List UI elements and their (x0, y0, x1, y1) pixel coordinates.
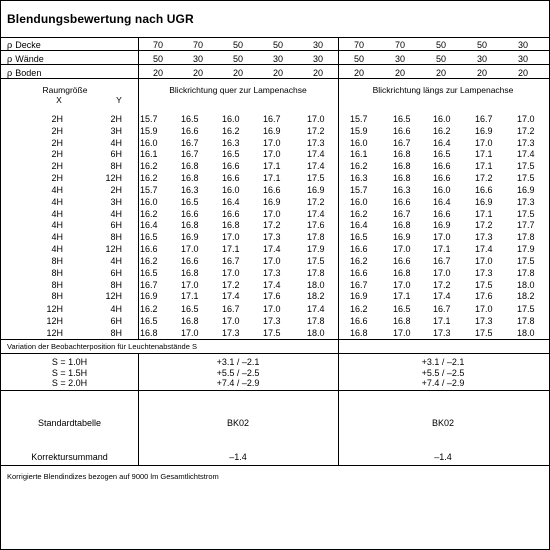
ugr-value-quer: 16.0 (222, 114, 240, 124)
ugr-value-quer: 16.5 (181, 304, 199, 314)
ugr-value-laengs: 16.8 (393, 267, 411, 278)
row-y: 8H (110, 232, 122, 243)
ugr-value-laengs: 17.2 (433, 279, 451, 290)
row-x: 2H (51, 114, 63, 124)
ugr-value-quer: 16.9 (263, 125, 281, 136)
ugr-value-quer: 16.0 (140, 196, 158, 207)
ugr-value-quer: 17.1 (263, 173, 281, 183)
ugr-value-quer: 16.1 (140, 149, 158, 160)
ugr-value-quer: 16.0 (140, 137, 158, 148)
ugr-value-quer: 15.7 (140, 185, 158, 195)
ugr-value-laengs: 15.9 (350, 125, 368, 136)
ugr-value-laengs: 17.5 (475, 279, 493, 290)
ugr-value-quer: 16.4 (140, 220, 158, 231)
param-label-0 (7, 40, 41, 51)
row-x: 2H (51, 161, 63, 172)
ugr-value-quer: 16.5 (140, 232, 158, 243)
variation-laengs: +5.5 / –2.5 (421, 367, 465, 378)
row-x: 2H (51, 173, 63, 183)
ugr-value-laengs: 16.6 (433, 208, 451, 219)
ugr-value-laengs: 16.0 (350, 196, 368, 207)
ugr-value-quer: 16.9 (181, 232, 199, 243)
grid-hline (1, 339, 549, 340)
variation-quer: +7.4 / –2.9 (216, 378, 260, 388)
rho-symbol: ρ (7, 41, 13, 51)
ugr-value-laengs: 16.0 (433, 185, 451, 195)
param-value: 20 (192, 68, 203, 78)
ugr-value-laengs: 17.0 (433, 232, 451, 243)
ugr-value-laengs: 17.0 (517, 114, 535, 124)
param-value: 30 (192, 54, 203, 64)
ugr-value-quer: 17.4 (307, 149, 325, 160)
ugr-value-laengs: 17.0 (433, 267, 451, 278)
param-name: Boden (15, 68, 42, 78)
ugr-value-quer: 16.5 (181, 196, 199, 207)
ugr-value-laengs: 16.7 (475, 114, 493, 124)
rho-symbol: ρ (7, 55, 13, 65)
ugr-value-laengs: 16.2 (433, 125, 451, 136)
ugr-value-quer: 16.7 (140, 279, 158, 290)
ugr-value-laengs: 17.0 (393, 327, 411, 338)
ugr-value-quer: 16.6 (222, 208, 240, 219)
ugr-value-laengs: 16.7 (393, 137, 411, 148)
ugr-value-laengs: 17.5 (517, 208, 535, 219)
row-y: 6H (110, 315, 122, 326)
ugr-value-quer: 16.7 (263, 114, 281, 124)
param-value: 30 (394, 54, 405, 64)
ugr-value-quer: 16.6 (181, 208, 199, 219)
param-value: 50 (232, 54, 243, 64)
row-x: 4H (51, 196, 63, 207)
ugr-value-quer: 18.0 (307, 327, 325, 338)
row-y: 12H (105, 244, 122, 254)
param-value: 30 (517, 54, 528, 64)
ugr-value-quer: 17.2 (263, 220, 281, 231)
row-x: 8H (51, 256, 63, 266)
variation-laengs: +3.1 / –2.1 (421, 357, 465, 367)
footnote: Korrigierte Blendindizes bezogen auf 9000 lm Gesamtlichtstrom (7, 472, 219, 481)
ugr-value-laengs: 16.9 (433, 220, 451, 231)
ugr-value-quer: 17.0 (263, 149, 281, 160)
standard-quer: BK02 (226, 418, 250, 428)
ugr-value-laengs: 17.6 (475, 291, 493, 302)
param-value: 70 (152, 40, 163, 50)
ugr-value-laengs: 17.5 (517, 256, 535, 266)
grid-hline (1, 353, 549, 354)
param-value: 50 (435, 54, 446, 64)
param-value: 20 (394, 68, 405, 78)
row-x: 2H (51, 137, 63, 148)
row-y: 12H (105, 173, 122, 183)
ugr-value-laengs: 17.3 (475, 315, 493, 326)
param-value: 50 (476, 40, 487, 50)
page-title: Blendungsbewertung nach UGR (7, 12, 194, 26)
row-y: 4H (110, 137, 122, 148)
ugr-value-laengs: 18.0 (517, 279, 535, 290)
ugr-value-laengs: 17.1 (475, 208, 493, 219)
ugr-value-quer: 16.8 (181, 267, 199, 278)
ugr-value-quer: 17.0 (263, 256, 281, 266)
ugr-value-laengs: 16.6 (475, 185, 493, 195)
param-name: Decke (15, 40, 41, 50)
ugr-value-quer: 17.4 (222, 291, 240, 302)
ugr-value-laengs: 17.1 (475, 149, 493, 160)
ugr-value-quer: 17.0 (263, 208, 281, 219)
ugr-value-laengs: 16.8 (350, 327, 368, 338)
ugr-value-laengs: 16.8 (393, 149, 411, 160)
ugr-value-quer: 18.0 (307, 279, 325, 290)
ugr-value-quer: 16.2 (140, 256, 158, 266)
ugr-value-quer: 17.2 (222, 279, 240, 290)
ugr-value-quer: 17.4 (307, 304, 325, 314)
ugr-value-quer: 16.2 (140, 173, 158, 183)
row-x: 2H (51, 149, 63, 160)
param-value: 20 (435, 68, 446, 78)
variation-quer: +3.1 / –2.1 (216, 357, 260, 367)
ugr-value-laengs: 16.2 (350, 161, 368, 172)
row-y: 8H (110, 279, 122, 290)
ugr-value-quer: 17.3 (263, 315, 281, 326)
ugr-value-laengs: 16.9 (475, 196, 493, 207)
variation-quer: +5.5 / –2.5 (216, 367, 260, 378)
ugr-value-quer: 17.5 (307, 256, 325, 266)
ugr-value-laengs: 17.1 (433, 315, 451, 326)
ugr-value-laengs: 17.1 (393, 291, 411, 302)
ugr-value-laengs: 16.0 (350, 137, 368, 148)
ugr-value-quer: 16.8 (181, 161, 199, 172)
ugr-value-laengs: 16.8 (393, 161, 411, 172)
ugr-value-laengs: 16.9 (350, 291, 368, 302)
row-y: 8H (110, 327, 122, 338)
x-label: X (56, 95, 62, 105)
ugr-value-laengs: 17.0 (393, 279, 411, 290)
ugr-value-laengs: 17.1 (475, 161, 493, 172)
row-y: 4H (110, 256, 122, 266)
grid-hline (1, 465, 549, 466)
param-value: 30 (312, 54, 323, 64)
ugr-value-quer: 17.4 (263, 279, 281, 290)
ugr-value-quer: 17.0 (263, 304, 281, 314)
ugr-value-laengs: 16.6 (393, 196, 411, 207)
ugr-value-quer: 17.8 (307, 315, 325, 326)
ugr-value-quer: 17.0 (181, 244, 199, 254)
ugr-value-laengs: 16.5 (393, 304, 411, 314)
ugr-value-quer: 17.9 (307, 244, 325, 254)
param-value: 20 (517, 68, 528, 78)
ugr-value-quer: 17.8 (307, 267, 325, 278)
grid-hline (1, 37, 549, 38)
ugr-value-laengs: 16.2 (350, 208, 368, 219)
ugr-value-laengs: 16.4 (433, 196, 451, 207)
ugr-value-laengs: 16.7 (433, 304, 451, 314)
ugr-value-quer: 16.0 (222, 185, 240, 195)
ugr-value-laengs: 16.8 (393, 220, 411, 231)
ugr-value-quer: 16.2 (140, 208, 158, 219)
ugr-value-laengs: 16.5 (433, 149, 451, 160)
ugr-value-quer: 17.0 (222, 315, 240, 326)
ugr-value-laengs: 17.1 (433, 244, 451, 254)
param-value: 70 (192, 40, 203, 50)
ugr-value-laengs: 16.7 (433, 256, 451, 266)
row-y: 2H (110, 185, 122, 195)
ugr-value-quer: 16.7 (181, 149, 199, 160)
ugr-value-laengs: 16.2 (350, 304, 368, 314)
ugr-value-laengs: 17.2 (517, 125, 535, 136)
row-y: 3H (110, 125, 122, 136)
row-y: 3H (110, 196, 122, 207)
param-value: 20 (353, 68, 364, 78)
ugr-value-quer: 16.7 (222, 256, 240, 266)
param-value: 30 (272, 54, 283, 64)
grid-hline (1, 390, 549, 391)
ugr-value-quer: 16.7 (222, 304, 240, 314)
ugr-value-quer: 17.0 (222, 267, 240, 278)
ugr-value-laengs: 17.8 (517, 232, 535, 243)
ugr-value-quer: 16.2 (140, 304, 158, 314)
ugr-value-quer: 17.4 (307, 208, 325, 219)
ugr-value-quer: 17.0 (307, 114, 325, 124)
ugr-value-laengs: 16.9 (517, 185, 535, 195)
row-x: 8H (51, 267, 63, 278)
param-value: 20 (152, 68, 163, 78)
param-value: 20 (272, 68, 283, 78)
ugr-value-laengs: 17.4 (517, 149, 535, 160)
variation-label: S = 1.0H (51, 357, 88, 367)
ugr-value-quer: 17.3 (222, 327, 240, 338)
param-value: 50 (353, 54, 364, 64)
ugr-value-laengs: 16.7 (350, 279, 368, 290)
ugr-value-quer: 16.6 (181, 256, 199, 266)
ugr-value-quer: 17.1 (263, 161, 281, 172)
ugr-value-quer: 16.8 (140, 327, 158, 338)
ugr-value-laengs: 16.2 (350, 256, 368, 266)
grid-vline (138, 37, 139, 339)
ugr-value-laengs: 17.0 (475, 304, 493, 314)
ugr-value-laengs: 16.6 (350, 267, 368, 278)
ugr-value-laengs: 17.3 (433, 327, 451, 338)
param-value: 70 (394, 40, 405, 50)
ugr-value-quer: 17.5 (307, 173, 325, 183)
ugr-value-laengs: 17.5 (517, 161, 535, 172)
ugr-value-quer: 16.2 (222, 125, 240, 136)
param-value: 50 (272, 40, 283, 50)
variation-label: S = 2.0H (51, 378, 88, 388)
ugr-value-quer: 16.3 (222, 137, 240, 148)
ugr-value-quer: 16.6 (140, 244, 158, 254)
row-x: 4H (51, 185, 63, 195)
ugr-value-laengs: 16.5 (393, 114, 411, 124)
ugr-value-laengs: 17.9 (517, 244, 535, 254)
ugr-value-quer: 16.9 (263, 196, 281, 207)
param-value: 50 (232, 40, 243, 50)
ugr-value-quer: 16.8 (222, 220, 240, 231)
ugr-value-laengs: 16.6 (433, 161, 451, 172)
param-label-1 (7, 54, 44, 65)
ugr-value-laengs: 17.3 (517, 137, 535, 148)
ugr-value-laengs: 17.3 (475, 232, 493, 243)
rho-symbol: ρ (7, 69, 13, 79)
ugr-value-quer: 16.6 (181, 125, 199, 136)
y-label: Y (116, 95, 122, 105)
ugr-value-laengs: 17.3 (475, 267, 493, 278)
ugr-value-laengs: 16.8 (393, 315, 411, 326)
row-x: 4H (51, 220, 63, 231)
ugr-value-quer: 17.5 (263, 327, 281, 338)
ugr-value-quer: 16.8 (181, 173, 199, 183)
correction-quer: –1.4 (229, 452, 247, 462)
ugr-value-quer: 17.0 (222, 232, 240, 243)
ugr-value-laengs: 16.7 (393, 208, 411, 219)
ugr-value-laengs: 17.4 (433, 291, 451, 302)
ugr-value-quer: 16.5 (181, 114, 199, 124)
ugr-value-laengs: 17.2 (475, 173, 493, 183)
ugr-value-quer: 16.5 (222, 149, 240, 160)
ugr-value-quer: 16.9 (307, 185, 325, 195)
param-value: 30 (517, 40, 528, 50)
view-cross-label: Blickrichtung quer zur Lampenachse (169, 85, 307, 95)
room-size-label: Raumgröße (42, 85, 88, 95)
view-along-label: Blickrichtung längs zur Lampenachse (372, 85, 514, 95)
ugr-value-laengs: 18.2 (517, 291, 535, 302)
ugr-value-laengs: 16.9 (475, 125, 493, 136)
ugr-value-quer: 17.2 (307, 196, 325, 207)
row-y: 8H (110, 161, 122, 172)
ugr-value-quer: 17.4 (263, 244, 281, 254)
ugr-value-laengs: 16.3 (393, 185, 411, 195)
ugr-value-laengs: 16.0 (433, 114, 451, 124)
row-y: 4H (110, 304, 122, 314)
row-x: 12H (46, 327, 63, 338)
ugr-value-laengs: 16.4 (350, 220, 368, 231)
ugr-value-laengs: 17.8 (517, 315, 535, 326)
variation-label: S = 1.5H (51, 367, 88, 378)
row-x: 4H (51, 208, 63, 219)
variation-caption: Variation der Beobachterposition für Leuchtenabstände S (7, 342, 197, 351)
row-x: 2H (51, 125, 63, 136)
ugr-value-laengs: 16.5 (350, 232, 368, 243)
grid-hline (1, 50, 549, 51)
row-x: 4H (51, 232, 63, 243)
ugr-value-laengs: 16.6 (393, 125, 411, 136)
ugr-value-quer: 16.6 (222, 173, 240, 183)
param-label-2 (7, 68, 41, 79)
ugr-value-laengs: 17.7 (517, 220, 535, 231)
row-x: 8H (51, 291, 63, 302)
row-x: 12H (46, 304, 63, 314)
ugr-value-laengs: 17.4 (475, 244, 493, 254)
ugr-value-quer: 17.0 (263, 137, 281, 148)
param-name: Wände (15, 54, 44, 64)
ugr-value-laengs: 17.0 (393, 244, 411, 254)
ugr-value-quer: 17.3 (307, 137, 325, 148)
row-y: 2H (110, 114, 122, 124)
ugr-value-quer: 17.6 (307, 220, 325, 231)
param-value: 30 (476, 54, 487, 64)
ugr-value-quer: 17.0 (181, 327, 199, 338)
row-y: 12H (105, 291, 122, 302)
param-value: 70 (353, 40, 364, 50)
ugr-value-quer: 16.5 (140, 267, 158, 278)
param-value: 20 (476, 68, 487, 78)
ugr-value-quer: 16.4 (222, 196, 240, 207)
grid-hline (1, 78, 549, 79)
standard-laengs: BK02 (431, 418, 455, 428)
correction-label: Korrektursummand (31, 452, 108, 462)
row-y: 6H (110, 220, 122, 231)
param-value: 50 (435, 40, 446, 50)
ugr-value-laengs: 17.5 (517, 304, 535, 314)
correction-laengs: –1.4 (434, 452, 452, 462)
ugr-value-quer: 16.9 (140, 291, 158, 302)
row-y: 4H (110, 208, 122, 219)
row-y: 6H (110, 267, 122, 278)
variation-laengs: +7.4 / –2.9 (421, 378, 465, 388)
ugr-value-quer: 16.5 (140, 315, 158, 326)
param-value: 30 (312, 40, 323, 50)
ugr-value-laengs: 16.9 (393, 232, 411, 243)
ugr-value-quer: 17.0 (181, 279, 199, 290)
ugr-value-laengs: 17.5 (517, 173, 535, 183)
param-value: 20 (312, 68, 323, 78)
ugr-value-quer: 16.2 (140, 161, 158, 172)
ugr-value-laengs: 17.0 (475, 256, 493, 266)
ugr-value-laengs: 15.7 (350, 185, 368, 195)
ugr-value-quer: 17.3 (263, 267, 281, 278)
ugr-value-quer: 16.8 (181, 315, 199, 326)
param-value: 20 (232, 68, 243, 78)
standard-label: Standardtabelle (37, 418, 102, 428)
ugr-value-quer: 16.6 (222, 161, 240, 172)
ugr-value-laengs: 16.4 (433, 137, 451, 148)
ugr-value-quer: 16.8 (181, 220, 199, 231)
ugr-value-quer: 18.2 (307, 291, 325, 302)
ugr-value-laengs: 17.2 (475, 220, 493, 231)
ugr-value-quer: 15.7 (140, 114, 158, 124)
ugr-value-quer: 17.1 (222, 244, 240, 254)
ugr-value-quer: 16.6 (263, 185, 281, 195)
ugr-value-quer: 17.8 (307, 232, 325, 243)
ugr-value-quer: 17.1 (181, 291, 199, 302)
ugr-value-laengs: 16.6 (350, 315, 368, 326)
ugr-value-laengs: 18.0 (517, 327, 535, 338)
ugr-value-laengs: 16.1 (350, 149, 368, 160)
row-x: 8H (51, 279, 63, 290)
ugr-value-laengs: 16.3 (350, 173, 368, 183)
param-value: 50 (152, 54, 163, 64)
ugr-value-quer: 16.3 (181, 185, 199, 195)
ugr-value-laengs: 16.6 (393, 256, 411, 266)
ugr-value-laengs: 17.8 (517, 267, 535, 278)
row-x: 4H (51, 244, 63, 254)
ugr-value-quer: 16.7 (181, 137, 199, 148)
ugr-value-quer: 17.3 (263, 232, 281, 243)
ugr-value-laengs: 16.6 (350, 244, 368, 254)
ugr-value-quer: 17.6 (263, 291, 281, 302)
grid-hline (1, 64, 549, 65)
ugr-value-laengs: 17.0 (475, 137, 493, 148)
ugr-value-laengs: 17.3 (517, 196, 535, 207)
ugr-value-laengs: 15.7 (350, 114, 368, 124)
row-y: 6H (110, 149, 122, 160)
ugr-value-quer: 15.9 (140, 125, 158, 136)
ugr-value-quer: 17.2 (307, 125, 325, 136)
ugr-value-laengs: 16.6 (433, 173, 451, 183)
row-x: 12H (46, 315, 63, 326)
ugr-value-laengs: 17.5 (475, 327, 493, 338)
ugr-value-quer: 17.4 (307, 161, 325, 172)
ugr-value-laengs: 16.8 (393, 173, 411, 183)
